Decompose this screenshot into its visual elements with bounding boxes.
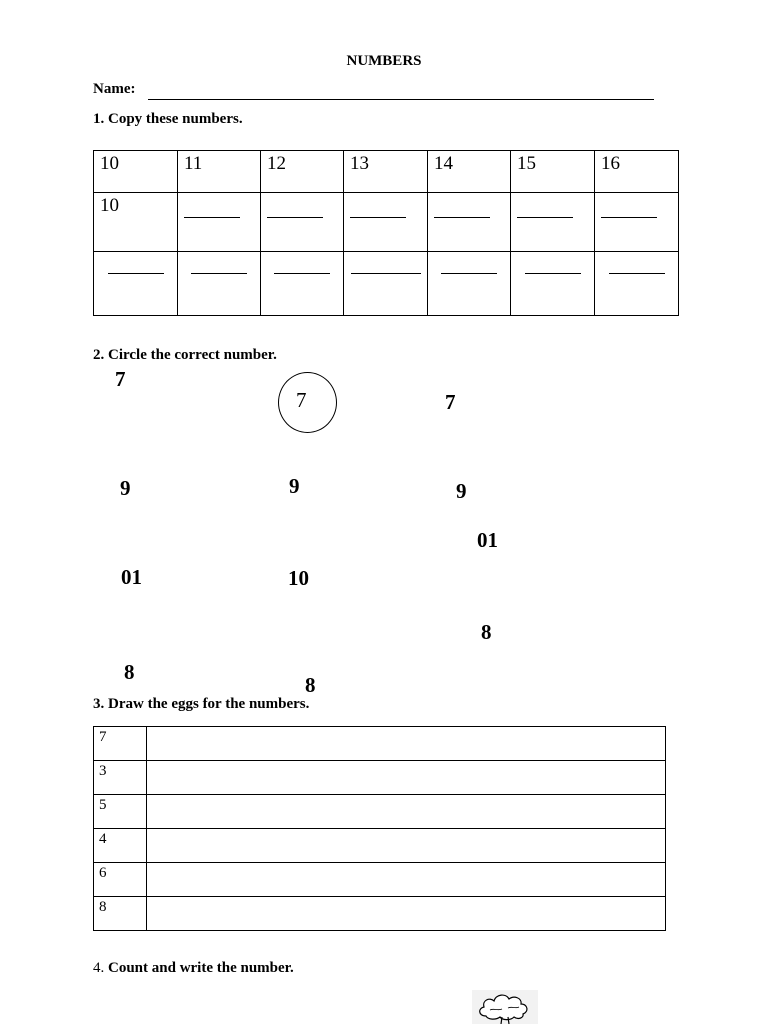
section-1-text: Copy these numbers. xyxy=(108,111,243,127)
circle-option[interactable]: 9 xyxy=(456,479,467,503)
write-line xyxy=(525,273,581,274)
circle-option[interactable]: 9 xyxy=(289,474,300,498)
egg-draw-cell[interactable] xyxy=(147,863,666,897)
section-4-text: Count and write the number. xyxy=(108,960,294,976)
circle-option[interactable]: 01 xyxy=(121,565,142,589)
page-title: NUMBERS xyxy=(346,53,422,69)
egg-number-cell: 4 xyxy=(94,829,147,863)
egg-draw-cell[interactable] xyxy=(147,727,666,761)
copy-blank-cell[interactable] xyxy=(261,252,344,316)
circle-option[interactable]: 01 xyxy=(477,528,498,552)
section-3-number: 3. xyxy=(93,696,105,712)
tree-icon xyxy=(472,990,538,1024)
copy-blank-cell[interactable] xyxy=(511,193,595,252)
copy-blank-cell[interactable] xyxy=(261,193,344,252)
write-line xyxy=(274,273,330,274)
copy-cell: 15 xyxy=(511,151,595,193)
circle-option[interactable]: 7 xyxy=(115,367,126,391)
circle-option[interactable]: 10 xyxy=(288,566,309,590)
egg-number-cell: 5 xyxy=(94,795,147,829)
name-label: Name: xyxy=(93,81,136,97)
name-line[interactable] xyxy=(148,99,654,100)
copy-cell: 14 xyxy=(428,151,511,193)
section-1-heading xyxy=(93,111,243,128)
copy-cell: 11 xyxy=(178,151,261,193)
copy-blank-cell[interactable] xyxy=(344,193,428,252)
write-line xyxy=(351,273,421,274)
circle-option[interactable]: 8 xyxy=(124,660,135,684)
egg-number-cell: 7 xyxy=(94,727,147,761)
write-line xyxy=(517,217,573,218)
draw-eggs-table xyxy=(93,726,666,931)
section-2-number: 2. xyxy=(93,347,105,363)
copy-blank-cell[interactable] xyxy=(428,193,511,252)
copy-cell: 10 xyxy=(94,193,178,252)
copy-cell: 12 xyxy=(261,151,344,193)
copy-numbers-table xyxy=(93,150,679,316)
egg-draw-cell[interactable] xyxy=(147,761,666,795)
example-circle xyxy=(278,372,337,433)
write-line xyxy=(191,273,247,274)
circle-option[interactable]: 9 xyxy=(120,476,131,500)
copy-blank-cell[interactable] xyxy=(511,252,595,316)
circle-option[interactable]: 7 xyxy=(445,390,456,414)
section-1-number: 1. xyxy=(93,111,105,127)
copy-cell: 13 xyxy=(344,151,428,193)
write-line xyxy=(350,217,406,218)
section-4-heading xyxy=(93,960,294,977)
copy-blank-cell[interactable] xyxy=(344,252,428,316)
section-2-text: Circle the correct number. xyxy=(108,347,277,363)
circle-option[interactable]: 7 xyxy=(296,388,307,412)
write-line xyxy=(108,273,164,274)
copy-blank-cell[interactable] xyxy=(595,193,679,252)
section-3-text: Draw the eggs for the numbers. xyxy=(108,696,310,712)
egg-number-cell: 8 xyxy=(94,897,147,931)
copy-blank-cell[interactable] xyxy=(428,252,511,316)
write-line xyxy=(601,217,657,218)
copy-blank-cell[interactable] xyxy=(595,252,679,316)
write-line xyxy=(441,273,497,274)
write-line xyxy=(267,217,323,218)
circle-option[interactable]: 8 xyxy=(481,620,492,644)
write-line xyxy=(434,217,490,218)
write-line xyxy=(609,273,665,274)
copy-cell: 16 xyxy=(595,151,679,193)
copy-blank-cell[interactable] xyxy=(178,193,261,252)
egg-number-cell: 6 xyxy=(94,863,147,897)
section-4-number: 4. xyxy=(93,960,105,976)
section-3-heading xyxy=(93,696,309,713)
egg-draw-cell[interactable] xyxy=(147,795,666,829)
copy-cell: 10 xyxy=(94,151,178,193)
section-2-heading xyxy=(93,347,277,364)
copy-blank-cell[interactable] xyxy=(178,252,261,316)
write-line xyxy=(184,217,240,218)
circle-option[interactable]: 8 xyxy=(305,673,316,697)
egg-draw-cell[interactable] xyxy=(147,829,666,863)
egg-draw-cell[interactable] xyxy=(147,897,666,931)
copy-blank-cell[interactable] xyxy=(94,252,178,316)
egg-number-cell: 3 xyxy=(94,761,147,795)
